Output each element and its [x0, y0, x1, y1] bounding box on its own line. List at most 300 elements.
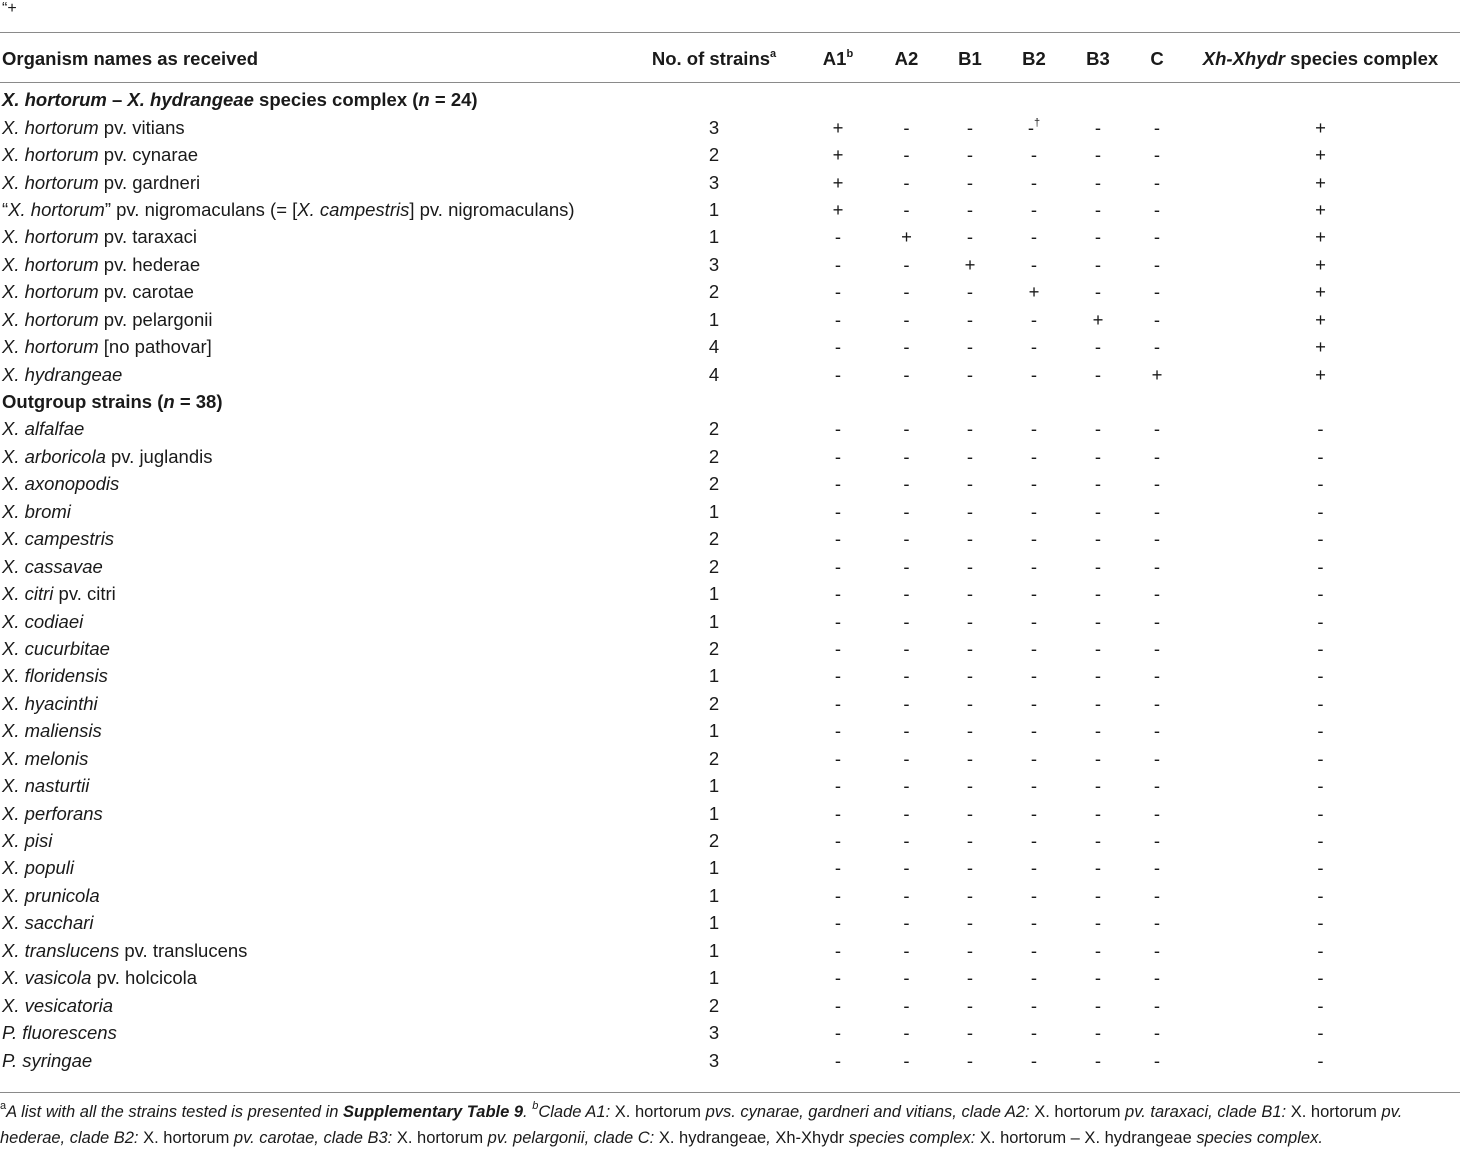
organism-genus-species: X. arboricola: [2, 445, 106, 467]
result-mark: -: [834, 802, 842, 824]
footnote-t5: pv. carotae, clade B3:: [229, 1129, 397, 1147]
clade-c-result: [1133, 635, 1181, 662]
organism-name: [0, 525, 630, 552]
clade-c-result: [1133, 552, 1181, 579]
result-mark: -: [966, 226, 974, 248]
result-mark: -: [1094, 363, 1102, 385]
result-mark: -: [966, 720, 974, 742]
result-mark: +: [964, 253, 976, 275]
clade-b1-result: [935, 717, 1005, 744]
result-mark: -: [834, 720, 842, 742]
result-mark: -: [1030, 967, 1038, 989]
organism-pathovar: pv. pelargonii: [98, 308, 213, 330]
strain-count: 2: [708, 528, 720, 550]
table-row: [0, 196, 1460, 223]
section-complex-p4: species complex (: [253, 89, 419, 111]
result-mark: -: [966, 994, 974, 1016]
organism-name: [0, 1046, 630, 1073]
result-mark: -: [966, 747, 974, 769]
clade-c-result: [1133, 580, 1181, 607]
result-mark: +: [1151, 363, 1163, 385]
result-mark: -: [1153, 253, 1161, 275]
clade-a1-result: [798, 772, 878, 799]
clade-complex-result: [1181, 1019, 1460, 1046]
clade-complex-result: [1181, 223, 1460, 250]
result-mark: -: [966, 583, 974, 605]
clade-complex-result: [1181, 196, 1460, 223]
footnote-t4: pv. hederae, clade B2:: [0, 1103, 1403, 1147]
result-mark: -: [966, 473, 974, 495]
result-mark: -: [1094, 802, 1102, 824]
organism-name: [0, 141, 630, 168]
table-row: [0, 607, 1460, 634]
result-mark: -: [903, 994, 910, 1016]
clade-a2-result: [878, 498, 935, 525]
organism-genus-species: X. prunicola: [2, 884, 100, 906]
clade-b1-result: [935, 772, 1005, 799]
result-mark: -: [903, 336, 910, 358]
col-header-c: C: [1150, 48, 1164, 69]
clade-a2-result: [878, 635, 935, 662]
clade-b2-result: [1005, 1046, 1063, 1073]
clade-c-result: [1133, 1019, 1181, 1046]
result-mark: -: [1030, 171, 1038, 193]
clade-a1-result: [798, 333, 878, 360]
result-mark: -: [1153, 610, 1161, 632]
result-mark: -: [903, 747, 910, 769]
result-mark: -: [834, 1049, 842, 1071]
clade-a2-result: [878, 909, 935, 936]
strain-count: 3: [708, 253, 720, 275]
clade-a2-result: [878, 306, 935, 333]
clade-complex-result: [1181, 360, 1460, 387]
clade-b1-result: [935, 607, 1005, 634]
clade-c-result: [1133, 772, 1181, 799]
result-mark: -: [1030, 884, 1038, 906]
clade-c-result: [1133, 443, 1181, 470]
clade-complex-result: [1181, 141, 1460, 168]
result-mark: -: [966, 912, 974, 934]
clade-b2-result: [1005, 306, 1063, 333]
organism-genus-species: X. hortorum: [2, 116, 99, 138]
result-mark: -: [1030, 418, 1038, 440]
clade-b3-result: [1063, 470, 1133, 497]
result-mark: -: [1030, 747, 1038, 769]
result-mark: +: [1315, 336, 1326, 358]
result-mark: -: [834, 747, 842, 769]
clade-a1-result: [798, 141, 878, 168]
organism-genus-species: X. maliensis: [2, 720, 102, 742]
clade-b2-result: [1005, 827, 1063, 854]
organism-name: [0, 306, 630, 333]
organism-name: [0, 168, 630, 195]
clade-b1-result: [935, 251, 1005, 278]
result-mark: -: [1030, 528, 1038, 550]
result-mark: -: [1317, 445, 1324, 467]
result-mark: -: [903, 363, 910, 385]
result-mark: -: [834, 884, 842, 906]
organism-name: [0, 196, 630, 223]
strain-count: 1: [708, 308, 720, 330]
clade-c-result: [1133, 498, 1181, 525]
clade-a2-result: [878, 717, 935, 744]
clade-b2-result: [1005, 745, 1063, 772]
clade-complex-result: [1181, 580, 1460, 607]
organism-name: [0, 882, 630, 909]
clade-c-result: [1133, 882, 1181, 909]
clade-b1-result: [935, 360, 1005, 387]
clade-a2-result: [878, 141, 935, 168]
section-complex-p6: = 24): [429, 89, 478, 111]
organism-pathovar: pv. hederae: [98, 253, 201, 275]
clade-a2-result: [878, 168, 935, 195]
result-mark: -: [1153, 528, 1161, 550]
clade-b3-result: [1063, 717, 1133, 744]
clade-c-result: [1133, 964, 1181, 991]
clade-b1-result: [935, 690, 1005, 717]
result-mark: -: [903, 528, 910, 550]
organism-name: [0, 223, 630, 250]
result-mark: -: [1030, 363, 1038, 385]
result-mark: -: [1317, 720, 1324, 742]
clade-b2-result: [1005, 909, 1063, 936]
result-mark: -: [1030, 775, 1038, 797]
organism-name: [0, 415, 630, 442]
clade-complex-result: [1181, 772, 1460, 799]
clade-b3-result: [1063, 690, 1133, 717]
strain-count: 1: [708, 775, 720, 797]
strain-count: 1: [708, 198, 720, 220]
clade-c-result: [1133, 141, 1181, 168]
clade-complex-result: [1181, 882, 1460, 909]
clade-b3-result: [1063, 964, 1133, 991]
organism-genus-species: X. hortorum: [2, 253, 99, 275]
clade-c-result: [1133, 306, 1181, 333]
table-row: [0, 141, 1460, 168]
clade-c-result: [1133, 717, 1181, 744]
table-row: [0, 1046, 1460, 1073]
strain-count: 3: [708, 116, 720, 138]
result-mark: -: [1030, 830, 1038, 852]
result-mark: -: [1153, 500, 1161, 522]
clade-c-result: [1133, 799, 1181, 826]
result-mark: -: [1094, 116, 1102, 138]
clade-a2-result: [878, 772, 935, 799]
footnote-t3: pv. taraxaci, clade B1:: [1120, 1103, 1291, 1121]
result-mark: -: [1153, 171, 1161, 193]
clade-a2-result: [878, 690, 935, 717]
footnote-u5: X. hortorum: [396, 1129, 484, 1147]
clade-complex-result: [1181, 278, 1460, 305]
col-header-complex-italic: Xh-Xhydr: [1202, 48, 1285, 69]
clade-b1-result: [935, 415, 1005, 442]
result-mark: -: [1317, 802, 1324, 824]
clade-b1-result: [935, 799, 1005, 826]
result-mark: -: [1317, 775, 1324, 797]
clade-b2-result: [1005, 443, 1063, 470]
strain-count: 1: [708, 967, 720, 989]
table-row: [0, 580, 1460, 607]
table-row: [0, 223, 1460, 250]
clade-b3-result: [1063, 168, 1133, 195]
result-mark: -: [1030, 692, 1038, 714]
clade-b1-result: [935, 882, 1005, 909]
strain-count: 1: [708, 500, 720, 522]
organism-genus-species: X. cucurbitae: [2, 637, 110, 659]
organism-name: [0, 498, 630, 525]
clade-c-result: [1133, 909, 1181, 936]
clade-a1-result: [798, 470, 878, 497]
clade-a1-result: [798, 415, 878, 442]
organism-genus-species: X. citri: [2, 583, 54, 605]
result-mark: -: [834, 528, 842, 550]
clade-a1-result: [798, 525, 878, 552]
result-mark: -: [966, 665, 974, 687]
clade-a1-result: [798, 498, 878, 525]
result-mark: -: [1153, 857, 1161, 879]
result-mark: -: [1030, 994, 1038, 1016]
clade-b3-result: [1063, 745, 1133, 772]
strain-count: 1: [708, 912, 720, 934]
clade-b1-result: [935, 278, 1005, 305]
organism-genus-species: X. bromi: [2, 500, 71, 522]
result-mark: -: [903, 418, 910, 440]
col-header-strains-sup: a: [770, 48, 777, 60]
clade-b3-result: [1063, 662, 1133, 689]
organism-name: [0, 690, 630, 717]
table-row: [0, 251, 1460, 278]
clade-a2-result: [878, 607, 935, 634]
clade-b1-result: [935, 196, 1005, 223]
organism-name: [0, 607, 630, 634]
organism-genus-species: X. translucens: [2, 939, 120, 961]
clade-complex-result: [1181, 991, 1460, 1018]
result-mark: +: [832, 171, 844, 193]
clade-b3-result: [1063, 525, 1133, 552]
clade-b1-result: [935, 1019, 1005, 1046]
result-mark: -: [1094, 610, 1102, 632]
result-mark: -: [966, 1049, 974, 1071]
result-mark: -: [834, 939, 842, 961]
result-mark: -: [903, 473, 910, 495]
organism-genus-species: X. hyacinthi: [2, 692, 98, 714]
clade-c-result: [1133, 360, 1181, 387]
clade-a1-result: [798, 360, 878, 387]
clade-a1-result: [798, 113, 878, 140]
footnote-a-bold[interactable]: Supplementary Table 9: [343, 1103, 524, 1121]
clade-b1-result: [935, 223, 1005, 250]
result-mark: -: [1030, 473, 1038, 495]
result-mark: -: [834, 857, 842, 879]
table-row: [0, 168, 1460, 195]
result-mark: -: [966, 144, 974, 166]
clade-b3-result: [1063, 1046, 1133, 1073]
clade-b3-result: [1063, 306, 1133, 333]
clade-b1-result: [935, 306, 1005, 333]
result-mark: -: [834, 281, 842, 303]
result-mark: -: [966, 830, 974, 852]
result-mark: -: [1153, 912, 1161, 934]
organism-name: [0, 964, 630, 991]
table-row: [0, 772, 1460, 799]
clade-b1-result: [935, 745, 1005, 772]
result-mark: -: [834, 473, 842, 495]
clade-b3-result: [1063, 552, 1133, 579]
strain-count: 1: [708, 939, 720, 961]
result-mark: -: [966, 637, 974, 659]
footnote-a-end: .: [523, 1103, 533, 1121]
result-mark: -: [834, 967, 842, 989]
clade-b3-result: [1063, 141, 1133, 168]
result-mark: -: [834, 583, 842, 605]
result-mark: -: [903, 1049, 910, 1071]
table-row: [0, 113, 1460, 140]
clade-b2-result: [1005, 168, 1063, 195]
result-mark: -: [1317, 610, 1324, 632]
clade-b3-result: [1063, 251, 1133, 278]
result-mark: -: [903, 610, 910, 632]
result-mark: -: [1030, 198, 1038, 220]
section-complex-p2: –: [106, 89, 128, 111]
clade-c-result: [1133, 196, 1181, 223]
clade-a1-result: [798, 443, 878, 470]
section-outgroup-p1: Outgroup strains (: [2, 391, 164, 413]
section-outgroup-p2: n: [163, 391, 175, 413]
clade-complex-result: [1181, 964, 1460, 991]
clade-b3-result: [1063, 113, 1133, 140]
col-header-strains-label: No. of strains: [651, 48, 771, 69]
result-mark: -: [1030, 939, 1038, 961]
result-mark: -: [1153, 418, 1161, 440]
strain-count: 2: [708, 144, 720, 166]
table-row: [0, 827, 1460, 854]
organism-genus-species: X. cassavae: [2, 555, 103, 577]
result-mark: -: [1317, 1022, 1324, 1044]
result-mark: -: [1094, 144, 1102, 166]
result-mark: -: [1153, 308, 1161, 330]
clade-c-result: [1133, 937, 1181, 964]
strain-count: 2: [708, 281, 720, 303]
table-row: [0, 662, 1460, 689]
result-mark: -: [966, 336, 974, 358]
clade-a1-result: [798, 552, 878, 579]
footnote-t6: pv. pelargonii, clade C:: [483, 1129, 659, 1147]
footnote-u4: X. hortorum: [143, 1129, 230, 1147]
table-row: [0, 306, 1460, 333]
organism-pathovar: ] pv. nigromaculans): [409, 198, 575, 220]
table-row: [0, 717, 1460, 744]
table-top-rule: [0, 32, 1460, 33]
clade-b2-result: [1005, 717, 1063, 744]
result-mark: -: [903, 198, 910, 220]
clade-a2-result: [878, 470, 935, 497]
organism-name: [0, 360, 630, 387]
clade-b2-result: [1005, 525, 1063, 552]
clade-a2-result: [878, 1046, 935, 1073]
clade-c-result: [1133, 690, 1181, 717]
clade-c-result: [1133, 333, 1181, 360]
clade-b3-result: [1063, 772, 1133, 799]
result-mark: +: [1315, 198, 1326, 220]
strain-table: [0, 36, 1460, 1074]
result-mark: -: [1153, 720, 1161, 742]
clade-complex-result: [1181, 607, 1460, 634]
clade-b3-result: [1063, 580, 1133, 607]
clade-a1-result: [798, 799, 878, 826]
clade-a1-result: [798, 991, 878, 1018]
clade-a1-result: [798, 937, 878, 964]
clade-a1-result: [798, 882, 878, 909]
clade-b2-result: [1005, 498, 1063, 525]
clade-b3-result: [1063, 909, 1133, 936]
clade-b3-result: [1063, 498, 1133, 525]
clade-a1-result: [798, 278, 878, 305]
organism-genus-species: X. codiaei: [2, 610, 84, 632]
organism-pathovar: pv. citri: [53, 583, 116, 605]
table-row: [0, 525, 1460, 552]
section-outgroup-p3: = 38): [174, 391, 223, 413]
clade-b3-result: [1063, 278, 1133, 305]
clade-a1-result: [798, 1019, 878, 1046]
clade-a2-result: [878, 662, 935, 689]
clade-a1-result: [798, 964, 878, 991]
organism-name: [0, 991, 630, 1018]
clade-c-result: [1133, 745, 1181, 772]
clade-complex-result: [1181, 717, 1460, 744]
organism-genus-species: X. floridensis: [2, 665, 108, 687]
result-mark: -: [1153, 830, 1161, 852]
clade-b2-result: [1005, 991, 1063, 1018]
result-mark: +: [1315, 281, 1326, 303]
col-header-organism: Organism names as received: [2, 48, 259, 69]
result-mark: -: [1317, 555, 1324, 577]
clade-a2-result: [878, 1019, 935, 1046]
result-mark: -: [966, 281, 974, 303]
clade-c-result: [1133, 168, 1181, 195]
clade-complex-result: [1181, 498, 1460, 525]
clade-b2-result: [1005, 580, 1063, 607]
footnote-a-sup: a: [0, 1100, 7, 1112]
organism-genus-species: X. hydrangeae: [2, 363, 123, 385]
col-header-a1: [798, 36, 878, 82]
clade-b2-result: [1005, 141, 1063, 168]
result-mark: -: [903, 830, 910, 852]
table-row: [0, 854, 1460, 881]
col-header-b2: B2: [1022, 48, 1046, 69]
clade-b2-result: [1005, 333, 1063, 360]
footnote-a-text: A list with all the strains tested is presented in: [6, 1103, 344, 1121]
organism-genus-species: X. axonopodis: [2, 473, 120, 495]
organism-pathovar: [no pathovar]: [98, 336, 212, 358]
clade-b2-result: [1005, 882, 1063, 909]
organism-name: [0, 745, 630, 772]
clade-a1-result: [798, 690, 878, 717]
result-mark: -: [1094, 692, 1102, 714]
strain-count: 4: [708, 336, 720, 358]
clade-complex-result: [1181, 168, 1460, 195]
result-mark: +: [1315, 363, 1326, 385]
strain-count: 1: [708, 857, 720, 879]
result-mark: -: [1030, 308, 1038, 330]
result-mark: -: [1153, 637, 1161, 659]
result-mark: -: [1030, 720, 1038, 742]
result-mark: -: [1094, 637, 1102, 659]
result-mark: -: [834, 830, 842, 852]
clade-b3-result: [1063, 333, 1133, 360]
result-mark: -: [1094, 555, 1102, 577]
organism-name: [0, 113, 630, 140]
footnote-t7: ,: [766, 1129, 776, 1147]
